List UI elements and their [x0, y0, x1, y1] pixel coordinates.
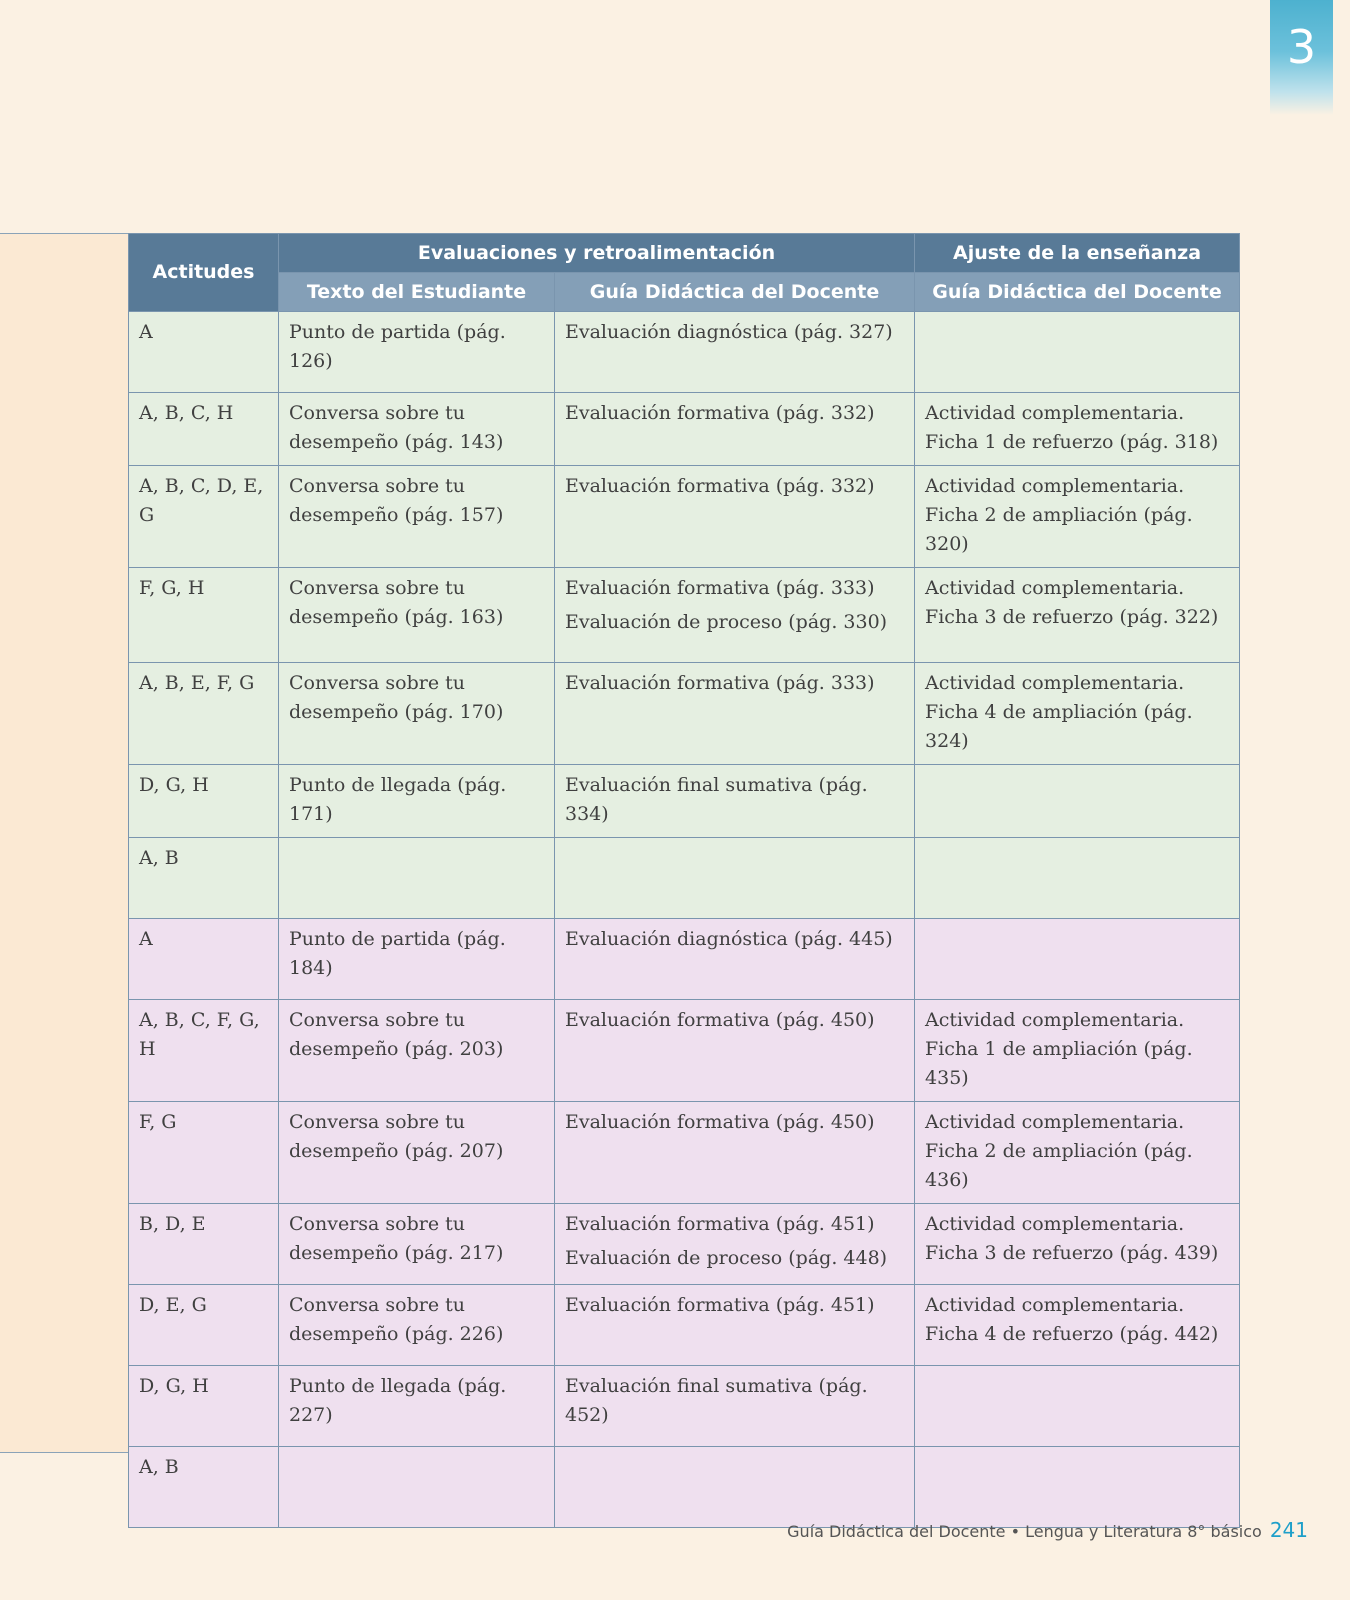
cell-texto: Punto de partida (pág. 126) — [279, 312, 555, 393]
guia-item: Evaluación final sumativa (pág. 452) — [565, 1375, 868, 1426]
table-row — [129, 568, 1240, 663]
table-row — [129, 1366, 1240, 1447]
guia-item: Evaluación de proceso (pág. 448) — [565, 1247, 888, 1269]
guia-item: Evaluación diagnóstica (pág. 445) — [565, 928, 893, 950]
guia-item: Evaluación formativa (pág. 333) — [565, 672, 875, 694]
cell-actitudes: A — [129, 919, 279, 1000]
guia-item: Evaluación formativa (pág. 450) — [565, 1111, 875, 1133]
cell-texto: Conversa sobre tu desempeño (pág. 170) — [279, 663, 555, 765]
cell-guia — [555, 1204, 915, 1285]
subheader-guia-docente-ajuste: Guía Didáctica del Docente — [915, 273, 1240, 312]
table-row — [129, 312, 1240, 393]
guia-item: Evaluación de proceso (pág. 330) — [565, 611, 888, 633]
cell-texto: Conversa sobre tu desempeño (pág. 143) — [279, 393, 555, 466]
cell-ajuste: Actividad complementaria. Ficha 2 de ampliación (pág. 320) — [915, 466, 1240, 568]
cell-guia — [555, 838, 915, 919]
cell-guia — [555, 1447, 915, 1528]
cell-guia — [555, 1366, 915, 1447]
cell-texto — [279, 1447, 555, 1528]
cell-ajuste — [915, 312, 1240, 393]
cell-ajuste: Actividad complementaria. Ficha 3 de refuerzo (pág. 322) — [915, 568, 1240, 663]
footer-text: Guía Didáctica del Docente • Lengua y Literatura 8° básico — [787, 1522, 1262, 1541]
cell-actitudes: A, B, E, F, G — [129, 663, 279, 765]
table-row — [129, 393, 1240, 466]
left-margin-strip — [0, 233, 128, 1453]
cell-ajuste: Actividad complementaria. Ficha 2 de ampliación (pág. 436) — [915, 1102, 1240, 1204]
cell-guia — [555, 663, 915, 765]
cell-texto: Conversa sobre tu desempeño (pág. 163) — [279, 568, 555, 663]
cell-guia — [555, 466, 915, 568]
cell-guia — [555, 1102, 915, 1204]
table-row — [129, 1285, 1240, 1366]
cell-actitudes: A — [129, 312, 279, 393]
cell-texto — [279, 838, 555, 919]
cell-actitudes: F, G, H — [129, 568, 279, 663]
page-number: 241 — [1269, 1518, 1308, 1542]
page-footer — [787, 1518, 1308, 1542]
cell-texto: Punto de partida (pág. 184) — [279, 919, 555, 1000]
guia-item: Evaluación formativa (pág. 332) — [565, 402, 875, 424]
cell-ajuste — [915, 1366, 1240, 1447]
table-row — [129, 838, 1240, 919]
subheader-texto-estudiante: Texto del Estudiante — [279, 273, 555, 312]
guia-item: Evaluación formativa (pág. 450) — [565, 1009, 875, 1031]
cell-actitudes: D, G, H — [129, 1366, 279, 1447]
cell-guia — [555, 393, 915, 466]
guia-item: Evaluación diagnóstica (pág. 327) — [565, 321, 893, 343]
guia-item: Evaluación formativa (pág. 332) — [565, 475, 875, 497]
cell-texto: Punto de llegada (pág. 171) — [279, 765, 555, 838]
table-row — [129, 1204, 1240, 1285]
cell-guia — [555, 919, 915, 1000]
evaluation-table — [128, 233, 1240, 1528]
cell-actitudes: B, D, E — [129, 1204, 279, 1285]
cell-actitudes: A, B, C, F, G, H — [129, 1000, 279, 1102]
cell-ajuste: Actividad complementaria. Ficha 1 de refuerzo (pág. 318) — [915, 393, 1240, 466]
chapter-tab: 3 — [1270, 0, 1333, 115]
cell-actitudes: A, B, C, D, E, G — [129, 466, 279, 568]
table-row — [129, 765, 1240, 838]
cell-actitudes: D, G, H — [129, 765, 279, 838]
guia-item: Evaluación formativa (pág. 451) — [565, 1213, 875, 1235]
cell-ajuste: Actividad complementaria. Ficha 1 de ampliación (pág. 435) — [915, 1000, 1240, 1102]
table-row — [129, 1000, 1240, 1102]
cell-texto: Punto de llegada (pág. 227) — [279, 1366, 555, 1447]
cell-guia — [555, 568, 915, 663]
header-evaluaciones: Evaluaciones y retroalimentación — [279, 234, 915, 273]
cell-texto: Conversa sobre tu desempeño (pág. 157) — [279, 466, 555, 568]
cell-ajuste — [915, 1447, 1240, 1528]
cell-guia — [555, 312, 915, 393]
cell-ajuste: Actividad complementaria. Ficha 3 de refuerzo (pág. 439) — [915, 1204, 1240, 1285]
header-actitudes: Actitudes — [129, 234, 279, 312]
cell-actitudes: A, B, C, H — [129, 393, 279, 466]
cell-actitudes: F, G — [129, 1102, 279, 1204]
cell-ajuste — [915, 838, 1240, 919]
subheader-guia-docente: Guía Didáctica del Docente — [555, 273, 915, 312]
cell-guia — [555, 765, 915, 838]
table-row — [129, 466, 1240, 568]
table-row — [129, 1447, 1240, 1528]
cell-texto: Conversa sobre tu desempeño (pág. 207) — [279, 1102, 555, 1204]
cell-ajuste — [915, 765, 1240, 838]
cell-guia — [555, 1285, 915, 1366]
table-row — [129, 919, 1240, 1000]
cell-actitudes: A, B — [129, 1447, 279, 1528]
guia-item: Evaluación final sumativa (pág. 334) — [565, 774, 868, 825]
header-ajuste: Ajuste de la enseñanza — [915, 234, 1240, 273]
cell-texto: Conversa sobre tu desempeño (pág. 217) — [279, 1204, 555, 1285]
cell-ajuste: Actividad complementaria. Ficha 4 de refuerzo (pág. 442) — [915, 1285, 1240, 1366]
guia-item: Evaluación formativa (pág. 333) — [565, 577, 875, 599]
table-row — [129, 1102, 1240, 1204]
cell-actitudes: D, E, G — [129, 1285, 279, 1366]
cell-texto: Conversa sobre tu desempeño (pág. 203) — [279, 1000, 555, 1102]
cell-ajuste — [915, 919, 1240, 1000]
cell-ajuste: Actividad complementaria. Ficha 4 de ampliación (pág. 324) — [915, 663, 1240, 765]
guia-item: Evaluación formativa (pág. 451) — [565, 1294, 875, 1316]
cell-texto: Conversa sobre tu desempeño (pág. 226) — [279, 1285, 555, 1366]
cell-actitudes: A, B — [129, 838, 279, 919]
table-row — [129, 663, 1240, 765]
cell-guia — [555, 1000, 915, 1102]
